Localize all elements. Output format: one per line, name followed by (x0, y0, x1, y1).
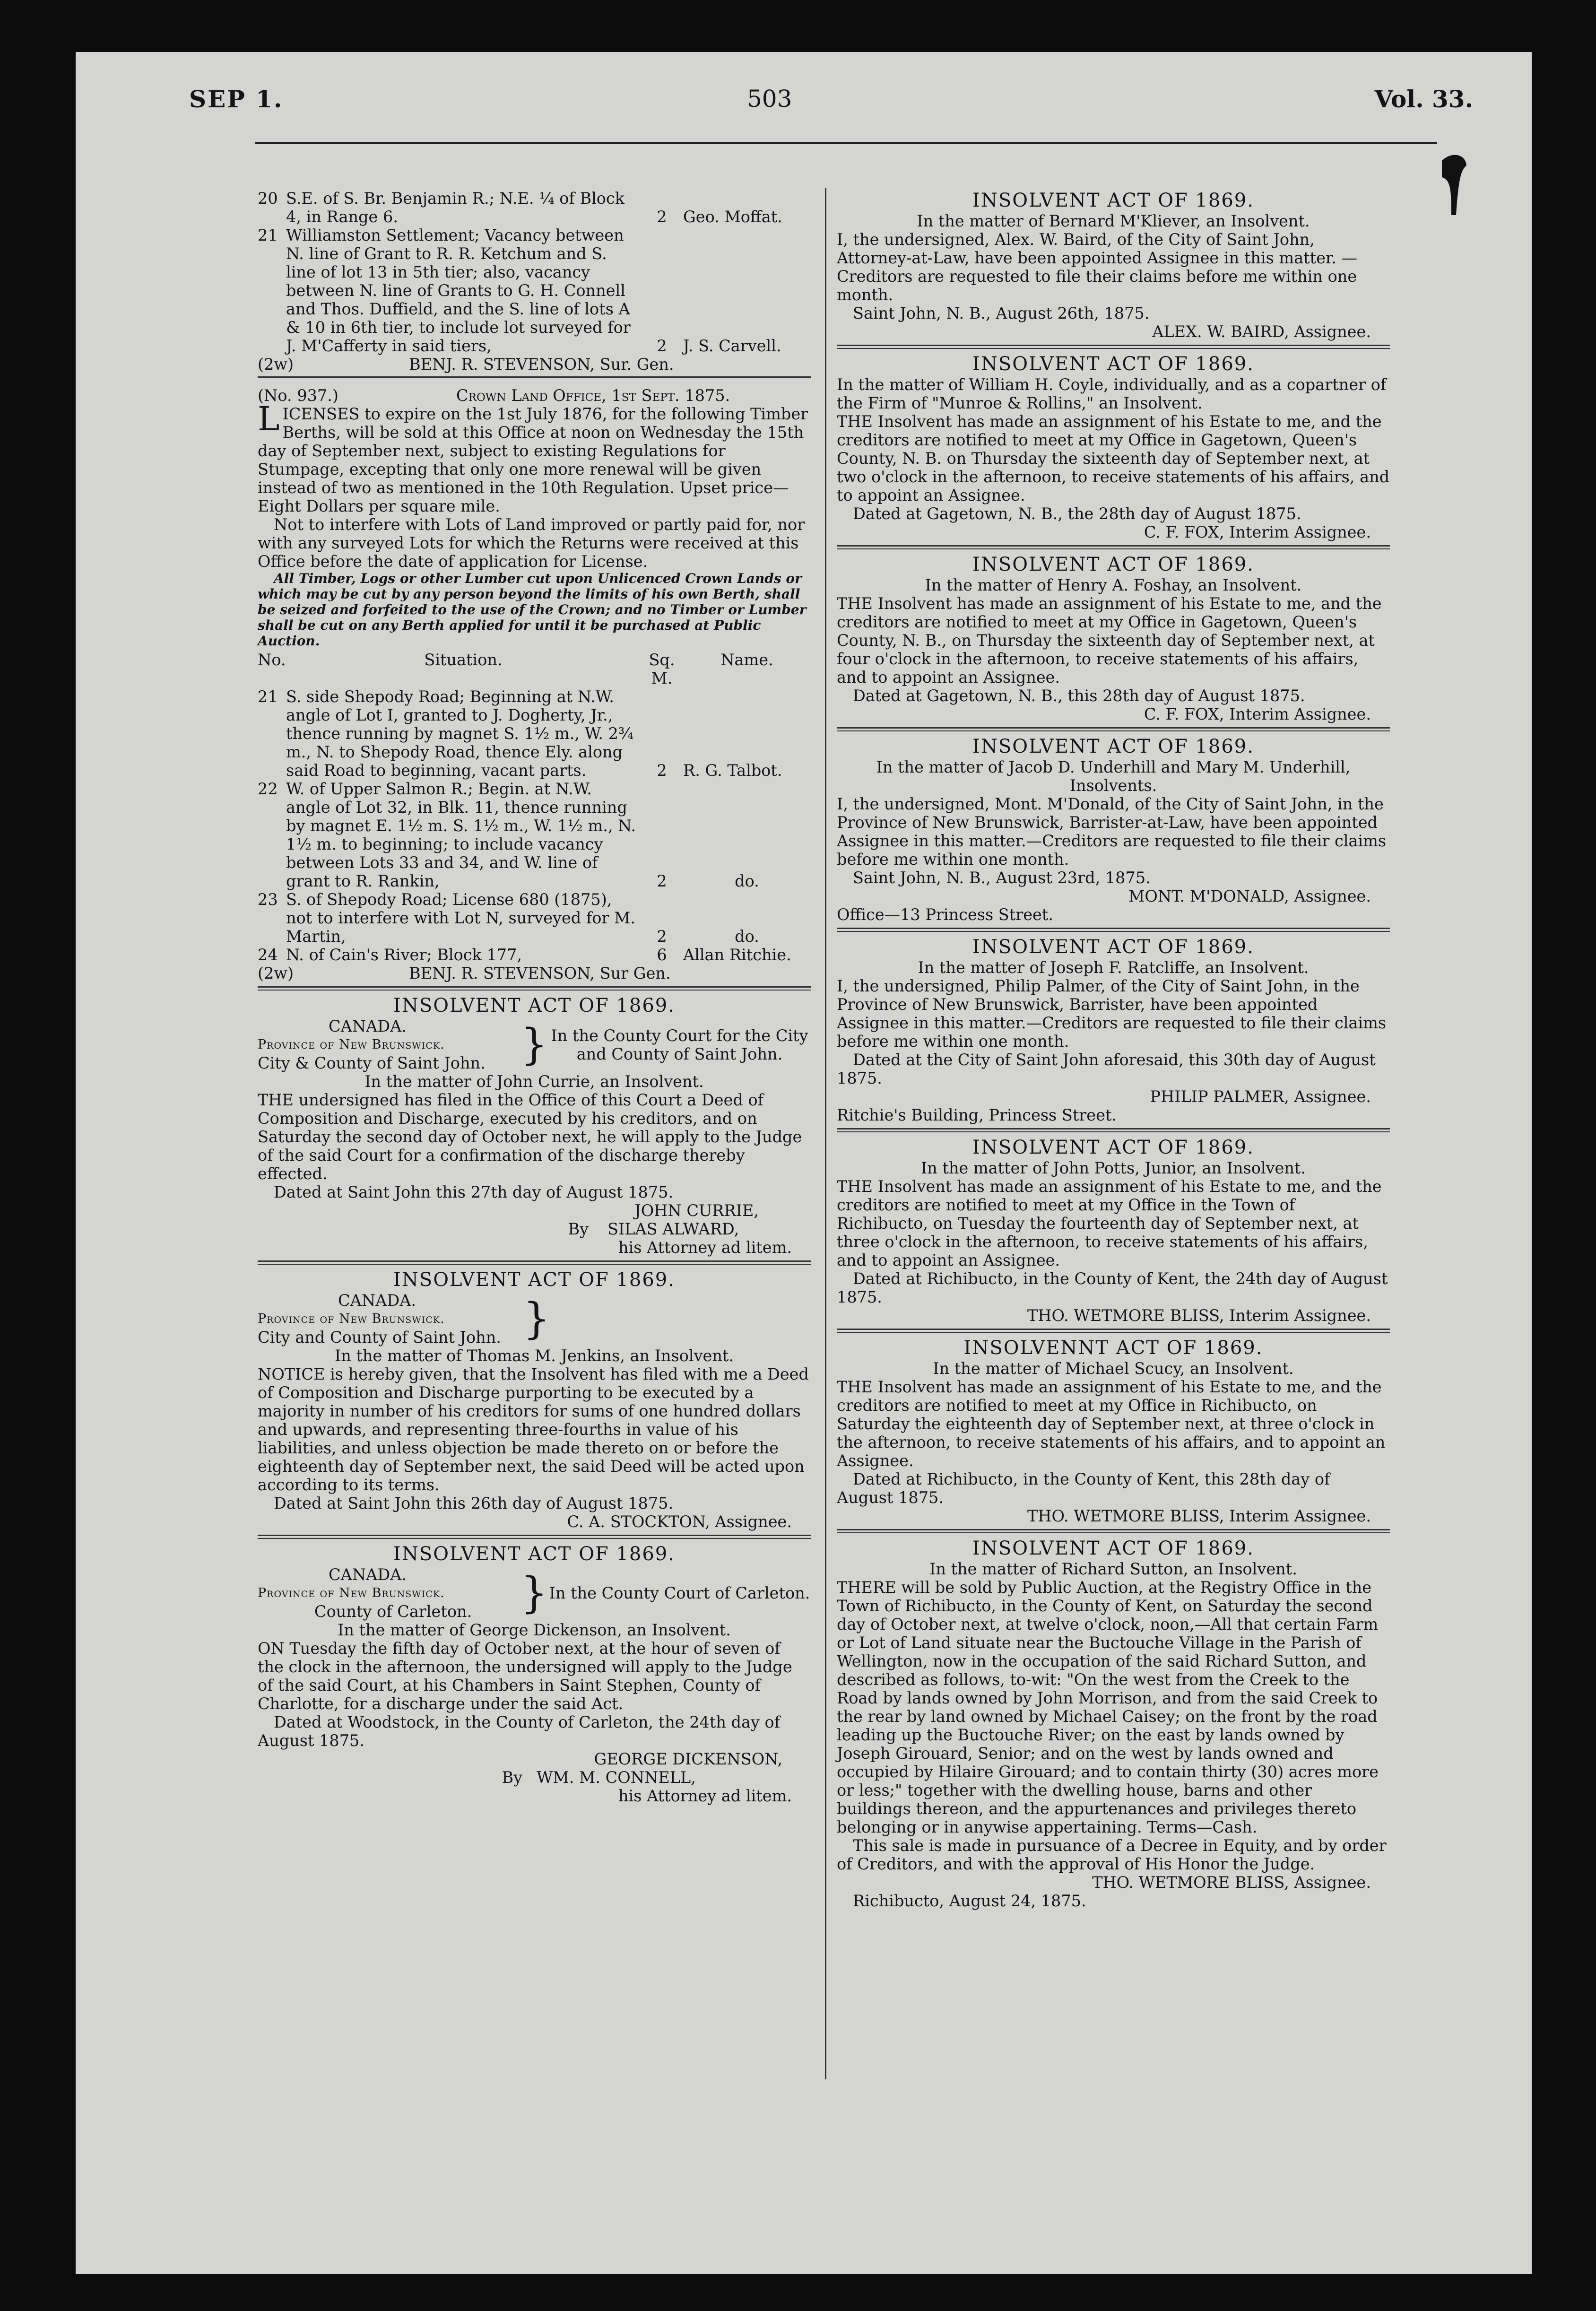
col-name: Name. (720, 651, 773, 669)
notice-dated: Dated at the City of Saint John aforesaid, this 30th day of August 1875. (837, 1051, 1376, 1087)
attorney-role: his Attorney ad litem. (618, 1238, 792, 1257)
right-column (837, 189, 1390, 1910)
notice-body: I, the undersigned, Alex. W. Baird, of the City of Saint John, Attorney-at-Law, have been appointed Assignee in this matter. —Creditors are requested to file their claims before me within one month. (837, 230, 1358, 304)
notice-title: INSOLVENT ACT OF 1869. (972, 554, 1254, 575)
left-column (258, 189, 811, 1805)
notice-body: THE Insolvent has made an assignment of his Estate to me, and the creditors are notified to meet at my Office in the Town of Richibucto, on Tuesday the fourteenth day of September next, at three o'clock in the afternoon, to receive statements of his affairs, and to appoint an Assignee. (837, 1177, 1382, 1269)
signature: PHILIP PALMER, Assignee. (1150, 1087, 1371, 1106)
notice-dated: Richibucto, August 24, 1875. (853, 1892, 1086, 1910)
notice-dated: Dated at Saint John this 27th day of August 1875. (274, 1183, 674, 1201)
notice-jenkins (258, 1268, 811, 1531)
notice-scucy (837, 1337, 1390, 1525)
header-page-number: 503 (747, 85, 792, 113)
signature: JOHN CURRIE, (634, 1201, 759, 1220)
table-row (258, 780, 811, 890)
header-rule (255, 142, 1437, 144)
brace-icon: } (523, 1294, 550, 1344)
signature: THO. WETMORE BLISS, Interim Assignee. (1027, 1507, 1371, 1525)
row-number: 21 (258, 687, 278, 706)
notice-title: INSOLVENT ACT OF 1869. (972, 1137, 1254, 1158)
row-situation: W. of Upper Salmon R.; Begin. at N.W. angle of Lot 32, in Blk. 11, thence running by magnet E. 1½ m. S. 1½ m., W. 1½ m., N. 1½ m. to beginning; to include vacancy between Lots 33 and 34, and W. line of grant to R. Rankin, (286, 780, 636, 890)
licenses-text: ICENSES to expire on the 1st July 1876, for the following Timber Berths, will be sold at this Office at noon on Wednesday the 15th day of September next, subject to existing Regulations for Stumpage, excepting that only one more renewal will be given instead of two as mentioned in the 10th Regulation. Upset price—Eight Dollars per square mile. (258, 405, 808, 515)
signature: C. F. FOX, Interim Assignee. (1144, 523, 1371, 541)
court-block (258, 1017, 811, 1072)
divider (258, 376, 811, 378)
court-label: In the County Court of Carleton. (549, 1584, 810, 1602)
table-header (258, 651, 811, 687)
signature-line (258, 355, 811, 374)
row-name: J. S. Carvell. (683, 337, 781, 355)
province-block (258, 1291, 522, 1347)
ink-mark-icon (1437, 151, 1470, 217)
row-sq: 2 (657, 872, 667, 890)
notice-matter: In the matter of Richard Sutton, an Insolvent. (929, 1560, 1297, 1578)
col-no: No. (258, 651, 286, 669)
city-label: City & County of Saint John. (258, 1054, 486, 1072)
notice-title: INSOLVENT ACT OF 1869. (393, 1269, 675, 1291)
header-volume: Vol. 33. (1374, 85, 1473, 113)
licenses-paragraph (258, 400, 811, 515)
attorney-name: SILAS ALWARD, (607, 1220, 739, 1238)
signature: ALEX. W. BAIRD, Assignee. (1152, 322, 1371, 341)
notice-coyle (837, 353, 1390, 541)
notice-office: Crown Land Office, 1st Sept. 1875. (456, 386, 730, 405)
divider (837, 345, 1390, 349)
province-label: Province of New Brunswick. (258, 1586, 445, 1600)
row-number: 21 (258, 226, 278, 244)
drop-cap: L (258, 400, 280, 438)
row-name: Geo. Moffat. (683, 208, 782, 226)
divider (837, 928, 1390, 932)
notice-matter: In the matter of Henry A. Foshay, an Insolvent. (925, 576, 1302, 594)
province-label: Province of New Brunswick. (258, 1312, 445, 1326)
column-divider (825, 188, 826, 2079)
notice-matter: In the matter of Bernard M'Kliever, an Insolvent. (917, 212, 1310, 230)
notice-body: THE Insolvent has made an assignment of his Estate to me, and the creditors are notified to meet at my Office in Richibucto, on Saturday the eighteenth day of September next, at three o'clock in the afternoon, to receive statements of his affairs, and to appoint an Assignee. (837, 1378, 1386, 1470)
table-row (258, 946, 811, 964)
brace-icon: } (520, 1568, 548, 1618)
notice-title: INSOLVENT ACT OF 1869. (972, 736, 1254, 757)
timber-warning: All Timber, Logs or other Lumber cut upon Unlicenced Crown Lands or which may be cut by any person beyond the limits of his own Berth, shall be seized and forfeited to the use of the Crown; and no Timber or Lumber shall be cut on any Berth applied for until it be purchased at Public Auction. (258, 571, 807, 649)
notice-sutton (837, 1537, 1390, 1910)
row-situation: S. of Shepody Road; License 680 (1875), not to interfere with Lot N, surveyed for M. Martin, (286, 890, 636, 946)
notice-body-2: This sale is made in pursuance of a Decree in Equity, and by order of Creditors, and with the approval of His Honor the Judge. (837, 1836, 1387, 1873)
notice-body: THE undersigned has filed in the Office of this Court a Deed of Composition and Discharge, executed by his creditors, and on Saturday the second day of October next, he will apply to the Judge of the said Court for a confirmation of the discharge thereby effected. (258, 1091, 802, 1183)
notice-matter: In the matter of Michael Scucy, an Insolvent. (933, 1359, 1294, 1378)
table-row (258, 189, 811, 226)
notice-mkliever (837, 189, 1390, 341)
notice-dated: Saint John, N. B., August 26th, 1875. (853, 304, 1150, 322)
notice-dated: Dated at Woodstock, in the County of Carleton, the 24th day of August 1875. (258, 1713, 781, 1750)
row-situation: Williamston Settlement; Vacancy between N. line of Grant to R. R. Ketchum and S. line of lot 13 in 5th tier; also, vacancy between N. line of Grants to G. H. Connell and Thos. Duffield, and the S. line of lots A & 10 in 6th tier, to include lot surveyed for J. M'Cafferty in said tiers, (286, 226, 631, 355)
notice-dated: Dated at Gagetown, N. B., this 28th day of August 1875. (853, 686, 1305, 705)
row-sq: 2 (657, 761, 667, 780)
berth-list-top (258, 189, 811, 374)
notice-matter: In the matter of Jacob D. Underhill and Mary M. Underhill, Insolvents. (876, 758, 1351, 795)
signature: C. F. FOX, Interim Assignee. (1144, 705, 1371, 723)
table-row (258, 687, 811, 780)
notice-dated: Dated at Gagetown, N. B., the 28th day of August 1875. (853, 504, 1301, 523)
notice-title: INSOLVENT ACT OF 1869. (972, 190, 1254, 211)
signature: MONT. M'DONALD, Assignee. (1128, 887, 1371, 905)
attorney-role: his Attorney ad litem. (618, 1787, 792, 1805)
notice-dated: Dated at Richibucto, in the County of Kent, the 24th day of August 1875. (837, 1269, 1388, 1306)
notice-potts (837, 1136, 1390, 1325)
notice-matter: In the matter of William H. Coyle, individually, and as a copartner of the Firm of "Munroe & Rollins," an Insolvent. (837, 375, 1387, 412)
header-date: SEP 1. (189, 85, 284, 113)
divider (258, 986, 811, 990)
divider (837, 1329, 1390, 1333)
row-name: do. (735, 872, 759, 890)
notice-title: INSOLVENNT ACT OF 1869. (963, 1337, 1263, 1359)
row-name: Allan Ritchie. (683, 946, 791, 964)
notice-dated: Dated at Richibucto, in the County of Kent, this 28th day of August 1875. (837, 1470, 1330, 1507)
signature: BENJ. R. STEVENSON, Sur. Gen. (409, 355, 674, 374)
row-situation: N. of Cain's River; Block 177, (286, 946, 522, 964)
notice-body: THE Insolvent has made an assignment of his Estate to me, and the creditors are notified to meet at my Office in Gagetown, Queen's County, N. B., on Thursday the sixteenth day of September next, at four o'clock in the afternoon, to receive statements of his affairs, and to appoint an Assignee. (837, 594, 1382, 686)
notice-dickenson (258, 1543, 811, 1805)
row-sq: 2 (657, 927, 667, 946)
signature-line (258, 964, 811, 982)
row-number: 20 (258, 189, 278, 208)
county-label: County of Carleton. (314, 1602, 472, 1621)
row-situation: S. side Shepody Road; Beginning at N.W. angle of Lot I, granted to J. Dogherty, Jr., thence running by magnet S. 1½ m., W. 2¾ m., N. to Shepody Road, thence Ely. along said Road to beginning, vacant parts. (286, 687, 634, 780)
province-label: Province of New Brunswick. (258, 1037, 445, 1052)
signature: BENJ. R. STEVENSON, Sur Gen. (409, 964, 671, 982)
notice-title: INSOLVENT ACT OF 1869. (972, 936, 1254, 958)
row-situation: S.E. of S. Br. Benjamin R.; N.E. ¼ of Block 4, in Range 6. (286, 189, 625, 226)
notice-body: NOTICE is hereby given, that the Insolvent has filed with me a Deed of Composition and Discharge purporting to be executed by a majority in number of his creditors for sums of one hundred dollars and upwards, and representing three-fourths in value of his liabilities, and unless objection be made thereto on or before the eighteenth day of September next, the said Deed will be acted upon according to its terms. (258, 1365, 809, 1494)
court-block (258, 1291, 811, 1347)
row-name: do. (735, 927, 759, 946)
notice-title: INSOLVENT ACT OF 1869. (972, 1538, 1254, 1559)
court-block (258, 1565, 811, 1621)
attorney-name: WM. M. CONNELL, (537, 1768, 696, 1787)
notice-matter: In the matter of John Potts, Junior, an Insolvent. (920, 1159, 1306, 1177)
notice-number: (No. 937.) (258, 386, 338, 405)
notice-matter: In the matter of George Dickenson, an Insolvent. (338, 1621, 731, 1639)
province-block (258, 1565, 520, 1621)
row-number: 22 (258, 780, 278, 798)
divider (258, 1535, 811, 1539)
row-sq: 2 (657, 337, 667, 355)
attorney-line (258, 1220, 811, 1238)
row-name: R. G. Talbot. (683, 761, 782, 780)
by-label: By (502, 1768, 522, 1787)
divider (258, 1260, 811, 1265)
notice-body: ON Tuesday the fifth day of October next, at the hour of seven of the clock in the afternoon, the undersigned will apply to the Judge of the said Court, at his Chambers in Saint Stephen, County of Charlotte, for a discharge under the said Act. (258, 1639, 792, 1713)
divider (837, 727, 1390, 731)
brace-icon: } (520, 1019, 548, 1069)
notice-body: I, the undersigned, Philip Palmer, of the City of Saint John, in the Province of New Brunswick, Barrister, have been appointed Assignee in this matter.—Creditors are requested to file their claims before me within one month. (837, 977, 1387, 1051)
notice-matter: In the matter of John Currie, an Insolvent. (364, 1072, 704, 1091)
by-label: By (568, 1220, 589, 1238)
row-sq: 6 (657, 946, 667, 964)
notice-dated: Dated at Saint John this 26th day of August 1875. (274, 1494, 674, 1512)
office-address: Ritchie's Building, Princess Street. (837, 1106, 1117, 1124)
crown-land-notice (258, 386, 811, 982)
row-number: 23 (258, 890, 278, 909)
city-label: City and County of Saint John. (258, 1328, 501, 1347)
sig-tag: (2w) (258, 964, 294, 982)
court-label: In the County Court for the City and County of Saint John. (551, 1026, 808, 1063)
notice-foshay (837, 553, 1390, 723)
table-row (258, 226, 811, 355)
notice-body: I, the undersigned, Mont. M'Donald, of the City of Saint John, in the Province of New Brunswick, Barrister-at-Law, have been appointed Assignee in this matter.—Creditors are requested to file their claims before me within one month. (837, 795, 1387, 869)
signature: THO. WETMORE BLISS, Assignee. (1092, 1873, 1371, 1892)
page-header (189, 85, 1473, 137)
notice-matter: In the matter of Thomas M. Jenkins, an Insolvent. (334, 1347, 734, 1365)
table-row (258, 890, 811, 946)
signature: C. A. STOCKTON, Assignee. (567, 1512, 792, 1531)
notice-ratcliffe (837, 936, 1390, 1124)
canada-label: CANADA. (329, 1565, 407, 1584)
notice-title: INSOLVENT ACT OF 1869. (972, 353, 1254, 375)
notice-body: THE Insolvent has made an assignment of his Estate to me, and the creditors are notified to meet at my Office in Gagetown, Queen's County, N. B. on Thursday the sixteenth day of September next, at two o'clock in the afternoon, to receive statements of his affairs, and to appoint an Assignee. (837, 412, 1390, 504)
row-number: 24 (258, 946, 278, 964)
notice-dated: Saint John, N. B., August 23rd, 1875. (853, 869, 1151, 887)
not-interfere-paragraph: Not to interfere with Lots of Land improved or partly paid for, nor with any surveyed Lots for which the Returns were received at this Office before the date of application for License. (258, 515, 805, 571)
divider (837, 1529, 1390, 1533)
sig-tag: (2w) (258, 355, 294, 374)
signature: GEORGE DICKENSON, (594, 1750, 782, 1768)
divider (837, 545, 1390, 549)
row-sq: 2 (657, 208, 667, 226)
notice-body: THERE will be sold by Public Auction, at the Registry Office in the Town of Richibucto, in the County of Kent, on Saturday the second day of October next, at twelve o'clock, noon,—All that certain Farm or Lot of Land situate near the Buctouche Village in the Parish of Wellington, now in the occupation of the said Richard Sutton, and described as follows, to-wit: "On the west from the Creek to the Road by lands owned by John Morrison, and from the said Creek to the rear by land owned by Michael Caisey; on the front by the road leading up the Buctouche River; on the east by lands owned by Joseph Girouard, Senior; and on the west by lands owned and occupied by Hilaire Girouard; and to contain thirty (30) acres more or less;" together with the dwelling house, barns and other buildings thereon, and the appurtenances and privileges thereto belonging or in anywise appertaining. Terms—Cash. (837, 1578, 1379, 1836)
notice-underhill (837, 735, 1390, 924)
notice-header (258, 386, 811, 405)
attorney-line (258, 1768, 811, 1787)
canada-label: CANADA. (329, 1017, 407, 1035)
notice-title: INSOLVENT ACT OF 1869. (393, 1543, 675, 1565)
col-sq: Sq. M. (649, 651, 675, 687)
col-situation: Situation. (424, 651, 503, 669)
canada-label: CANADA. (338, 1291, 416, 1310)
notice-currie (258, 994, 811, 1257)
notice-matter: In the matter of Joseph F. Ratcliffe, an Insolvent. (918, 958, 1309, 977)
divider (837, 1128, 1390, 1132)
province-block (258, 1017, 520, 1072)
office-address: Office—13 Princess Street. (837, 905, 1053, 924)
notice-title: INSOLVENT ACT OF 1869. (393, 995, 675, 1016)
signature: THO. WETMORE BLISS, Interim Assignee. (1027, 1306, 1371, 1325)
